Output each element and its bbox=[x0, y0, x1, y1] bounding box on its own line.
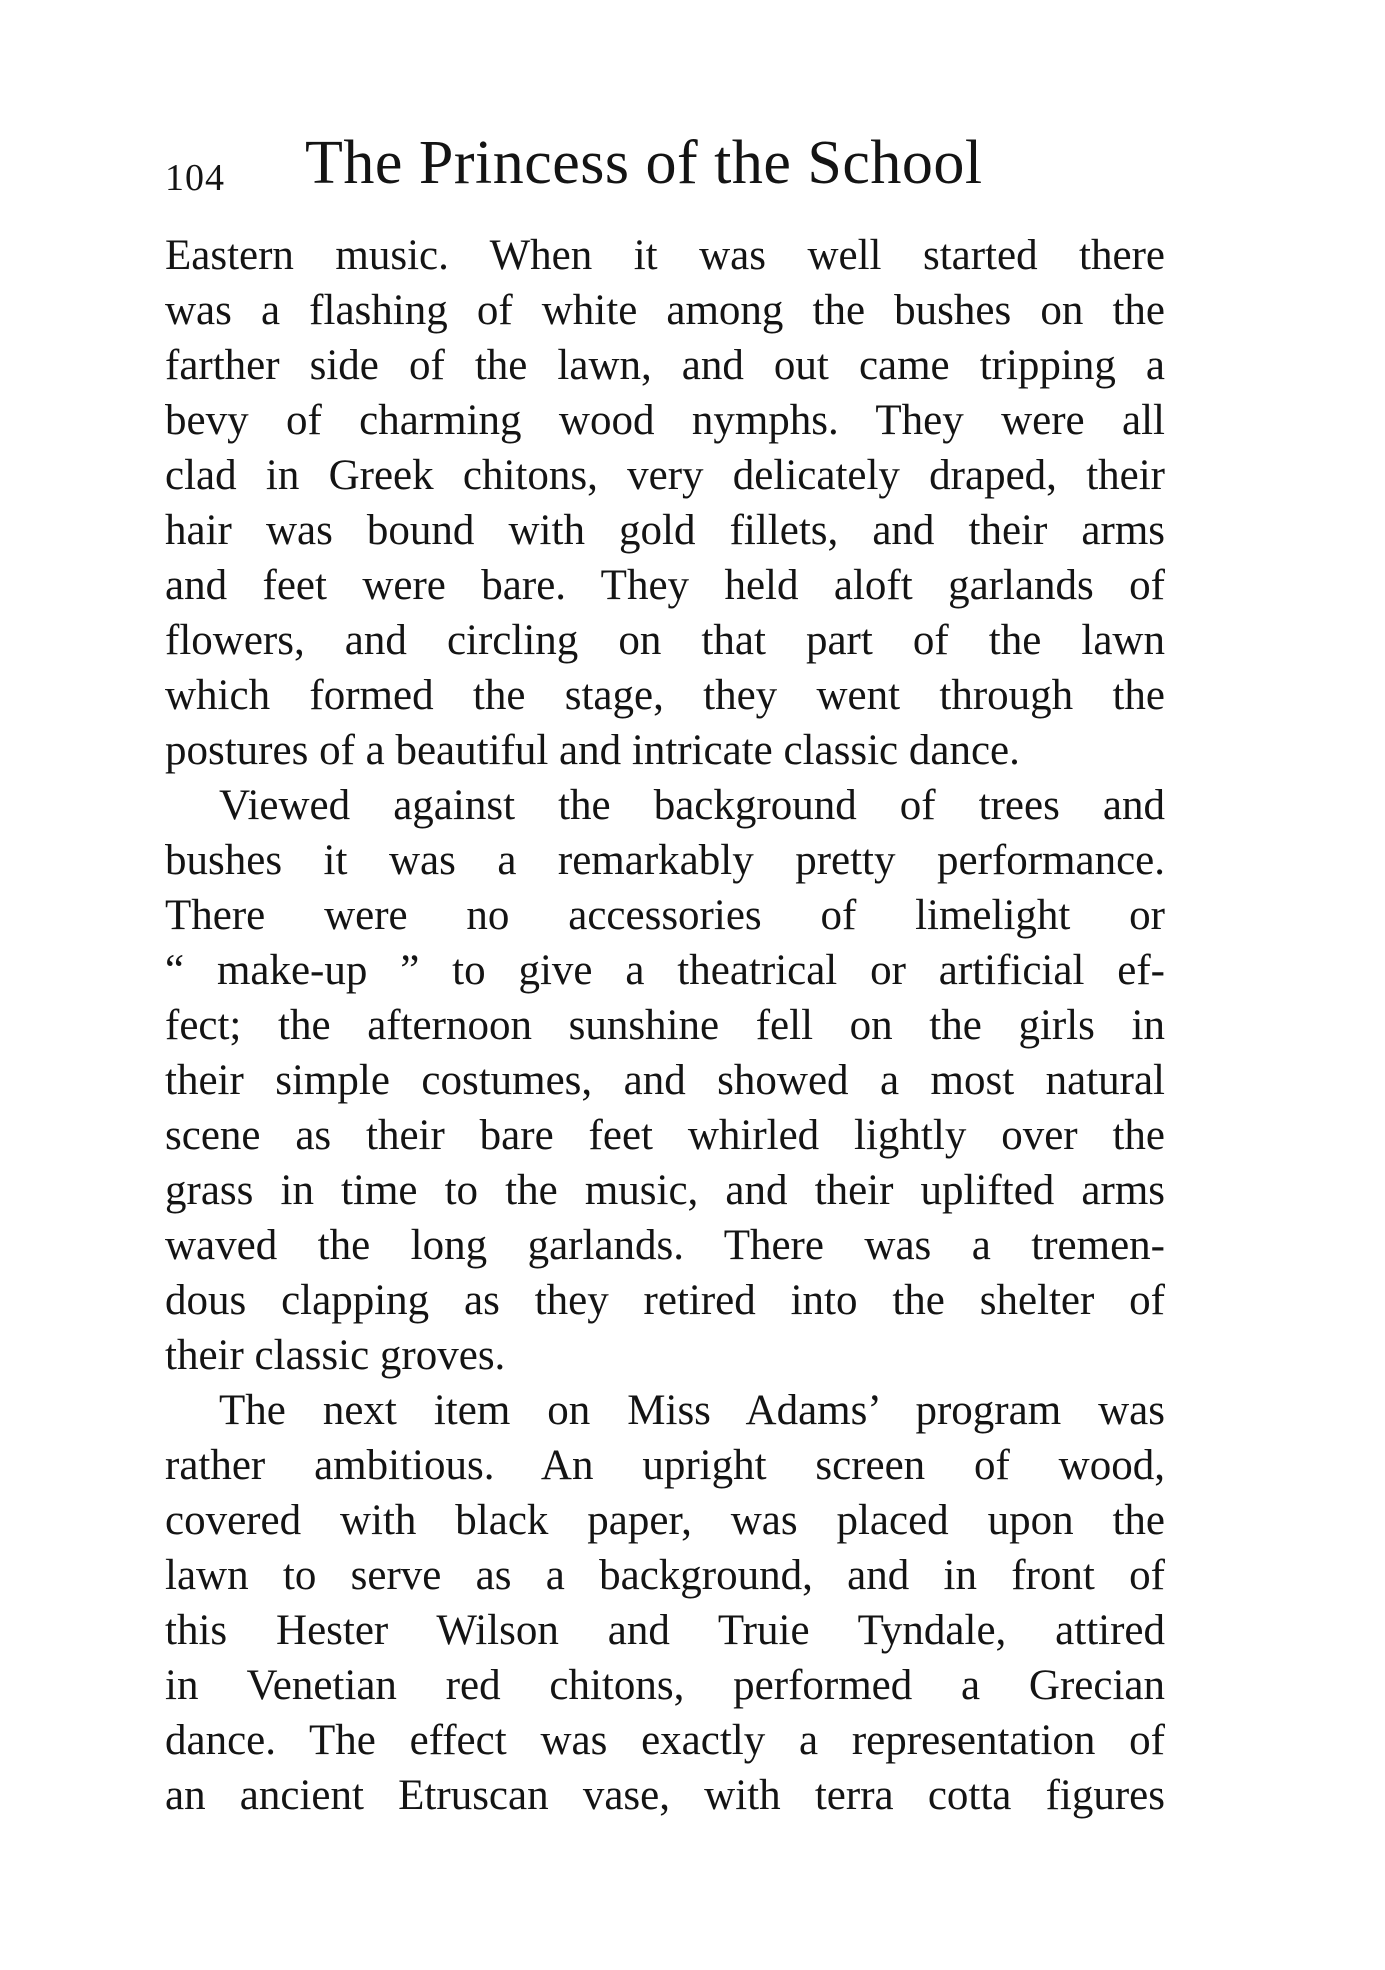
paragraph-start-line: The next item on Miss Adams’ program was bbox=[219, 1387, 1165, 1434]
page-number: 104 bbox=[165, 157, 225, 199]
text-line: dance. The effect was exactly a representation of bbox=[165, 1717, 1165, 1764]
text-line: Eastern music. When it was well started there bbox=[165, 232, 1165, 279]
text-line: clad in Greek chitons, very delicately draped, their bbox=[165, 452, 1165, 499]
text-line: an ancient Etruscan vase, with terra cotta figures bbox=[165, 1772, 1165, 1819]
text-line: hair was bound with gold fillets, and their arms bbox=[165, 507, 1165, 554]
text-line: bushes it was a remarkably pretty performance. bbox=[165, 837, 1165, 884]
text-line: lawn to serve as a background, and in front of bbox=[165, 1552, 1165, 1599]
text-line: in Venetian red chitons, performed a Grecian bbox=[165, 1662, 1165, 1709]
text-line: their classic groves. bbox=[165, 1332, 506, 1379]
text-line: fect; the afternoon sunshine fell on the girls in bbox=[165, 1002, 1165, 1049]
text-line: which formed the stage, they went through the bbox=[165, 672, 1165, 719]
text-line: and feet were bare. They held aloft garlands of bbox=[165, 562, 1165, 609]
text-line: dous clapping as they retired into the shelter of bbox=[165, 1277, 1165, 1324]
running-head bbox=[165, 128, 1165, 208]
text-line: “ make-up ” to give a theatrical or artificial ef- bbox=[165, 947, 1165, 994]
text-line: bevy of charming wood nymphs. They were all bbox=[165, 397, 1165, 444]
paragraph-start-line: Viewed against the background of trees and bbox=[219, 782, 1165, 829]
text-line: covered with black paper, was placed upon the bbox=[165, 1497, 1165, 1544]
running-title: The Princess of the School bbox=[305, 129, 983, 197]
text-line: farther side of the lawn, and out came tripping a bbox=[165, 342, 1165, 389]
text-line: waved the long garlands. There was a tremen- bbox=[165, 1222, 1165, 1269]
text-line: their simple costumes, and showed a most natural bbox=[165, 1057, 1165, 1104]
text-line: flowers, and circling on that part of the lawn bbox=[165, 617, 1165, 664]
text-line: There were no accessories of limelight or bbox=[165, 892, 1165, 939]
text-line: this Hester Wilson and Truie Tyndale, attired bbox=[165, 1607, 1165, 1654]
body-text bbox=[165, 228, 1165, 1823]
text-line: scene as their bare feet whirled lightly over the bbox=[165, 1112, 1165, 1159]
text-line: rather ambitious. An upright screen of wood, bbox=[165, 1442, 1165, 1489]
text-line: grass in time to the music, and their uplifted arms bbox=[165, 1167, 1165, 1214]
text-line: postures of a beautiful and intricate classic dance. bbox=[165, 727, 1020, 774]
text-line: was a flashing of white among the bushes on the bbox=[165, 287, 1165, 334]
